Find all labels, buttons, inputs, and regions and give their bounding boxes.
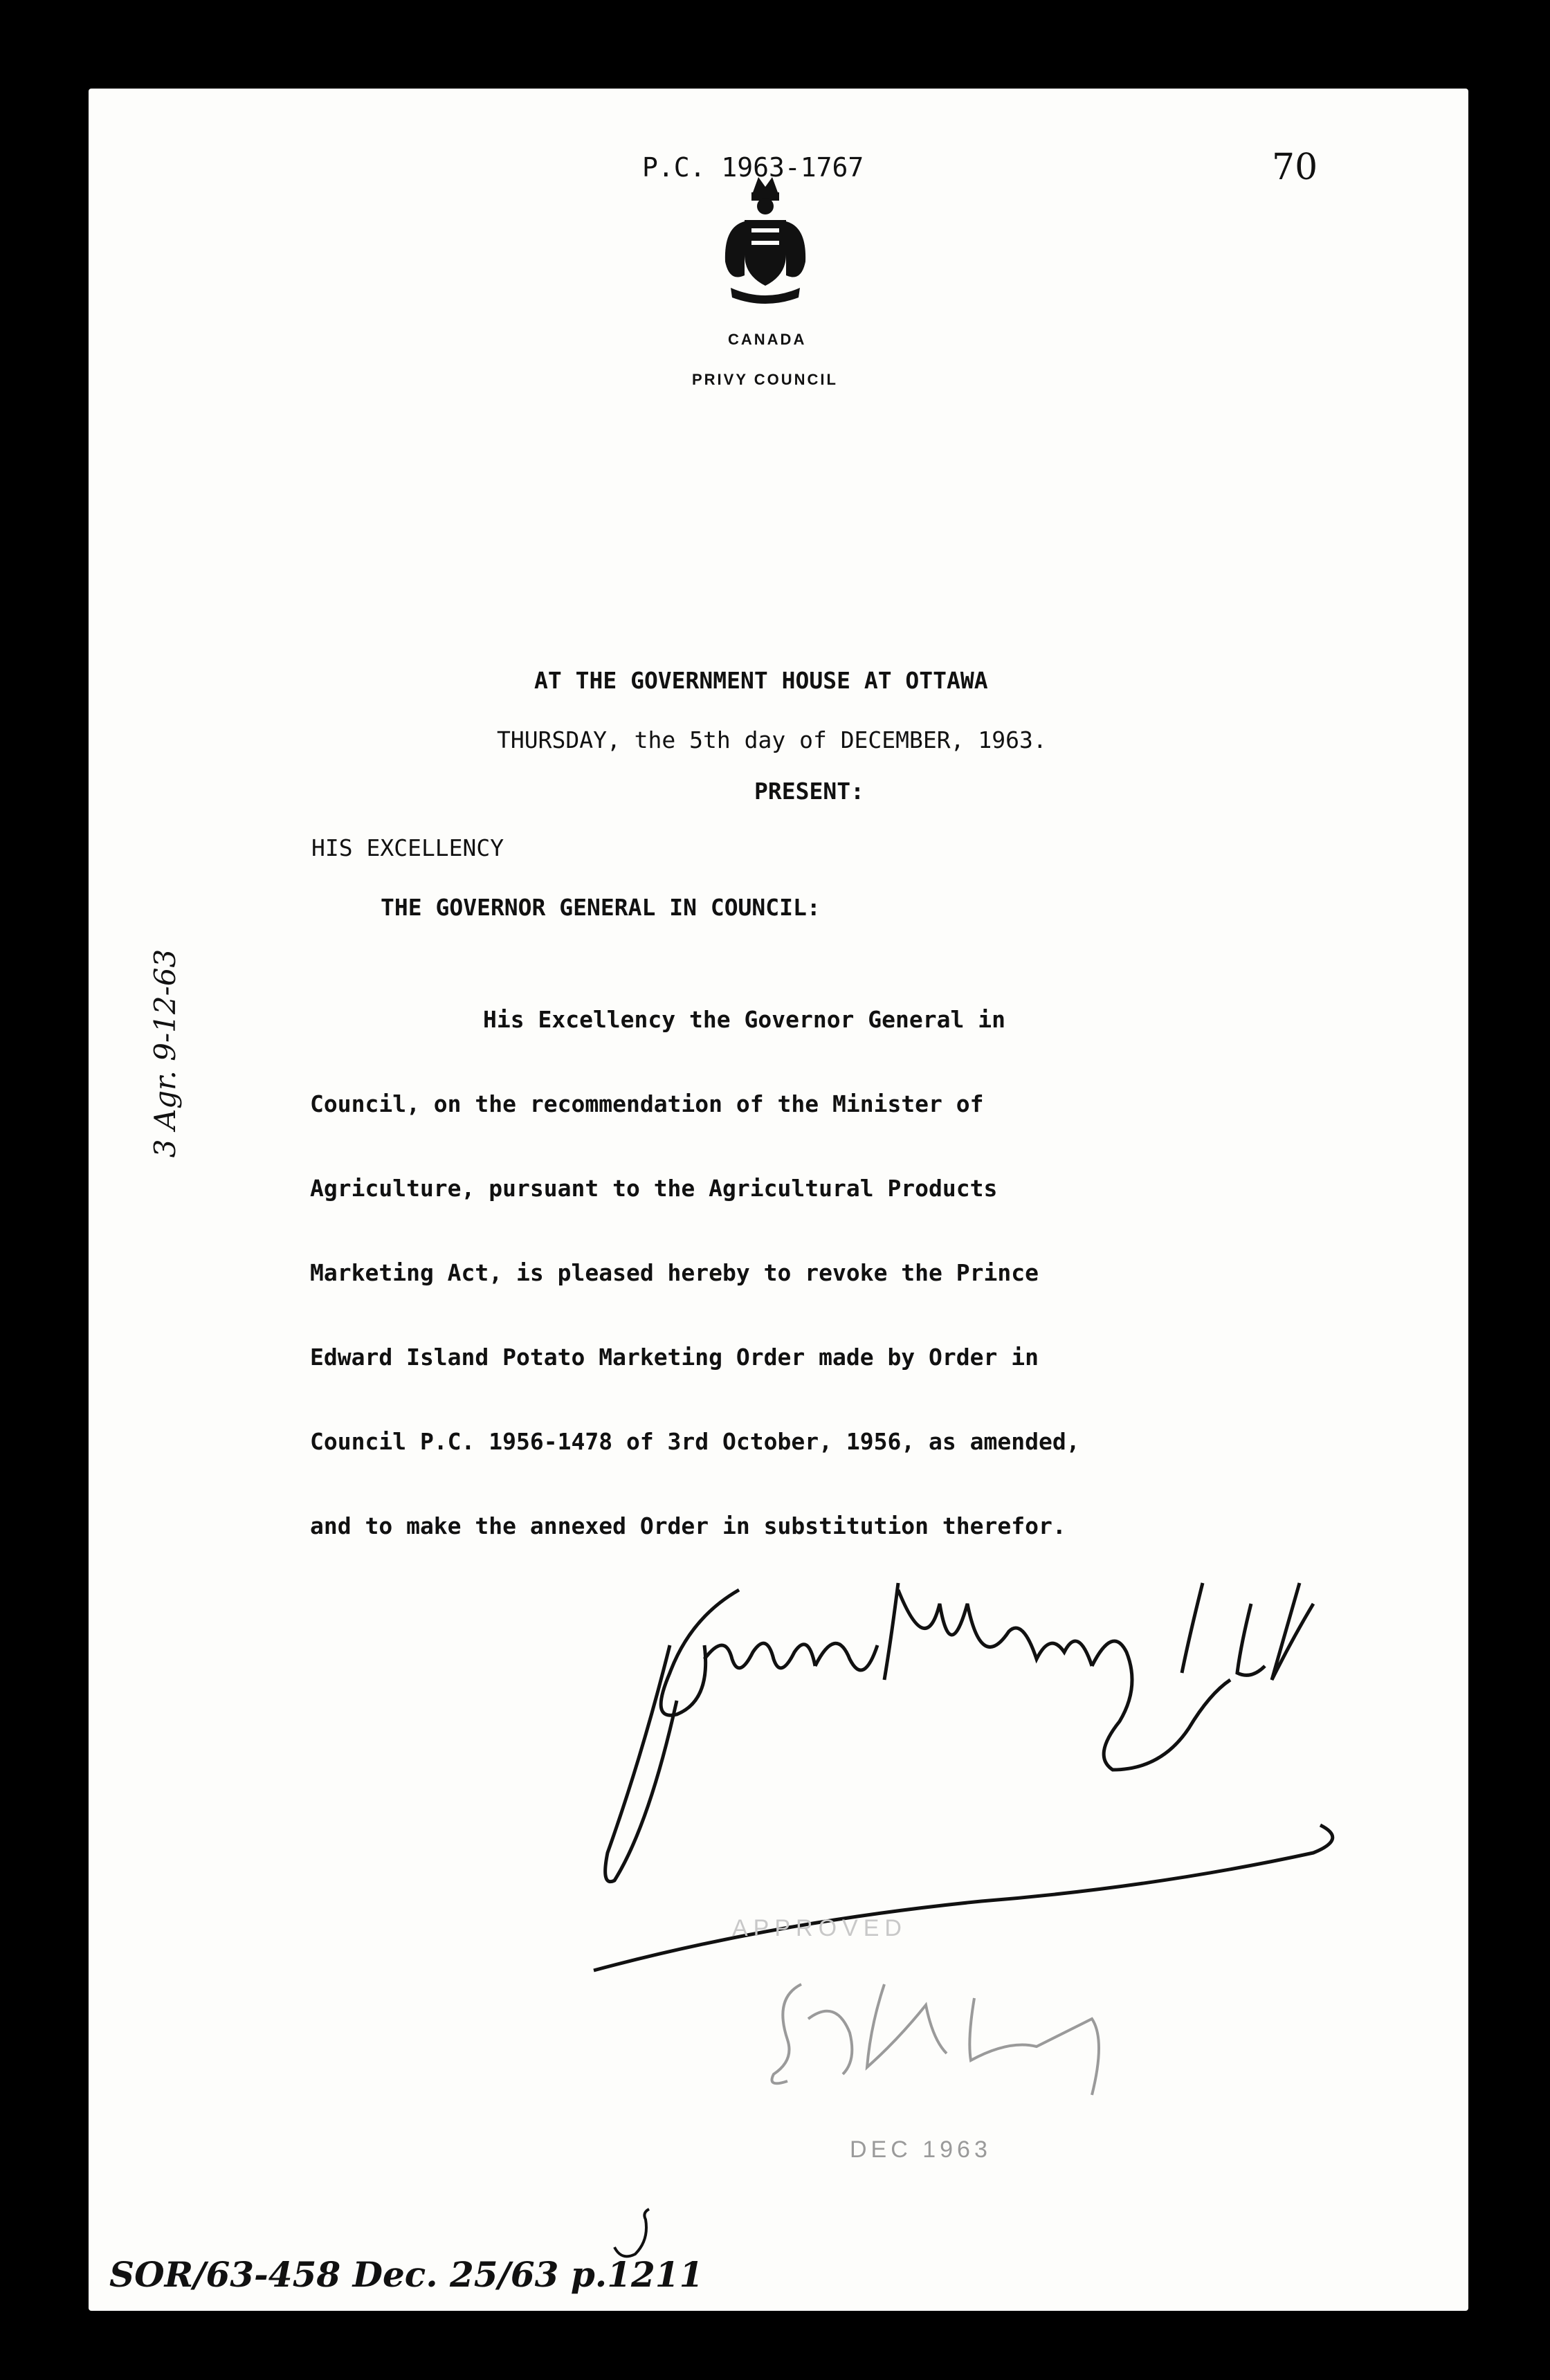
governor-general-signature xyxy=(746,1957,1133,2109)
date-line: THURSDAY, the 5th day of DECEMBER, 1963. xyxy=(497,726,1047,753)
footer-reference-note: SOR/63-458 Dec. 25/63 p.1211 xyxy=(109,2254,704,2295)
body-line-2: Council, on the recommendation of the Minister of xyxy=(310,1090,984,1117)
body-line-3: Agriculture, pursuant to the Agricultural Products xyxy=(310,1175,998,1202)
body-line-7: and to make the annexed Order in substitution therefor. xyxy=(310,1512,1066,1539)
document-page xyxy=(89,89,1468,2311)
canada-coat-of-arms-emblem xyxy=(717,172,814,310)
privy-council-label: PRIVY COUNCIL xyxy=(692,371,838,388)
body-line-1: His Excellency the Governor General in xyxy=(483,1006,1005,1033)
clerk-signature xyxy=(566,1562,1362,2005)
body-line-6: Council P.C. 1956-1478 of 3rd October, 1956, as amended, xyxy=(310,1428,1080,1455)
body-line-5: Edward Island Potato Marketing Order made by Order in xyxy=(310,1344,1039,1371)
order-number: P.C. 1963-1767 xyxy=(642,152,864,183)
country-label: CANADA xyxy=(728,331,807,348)
approved-stamp-label: APPROVED xyxy=(732,1915,907,1941)
approved-stamp-date: DEC 1963 xyxy=(850,2136,992,2163)
present-label: PRESENT: xyxy=(754,778,864,805)
addressee-line-2: THE GOVERNOR GENERAL IN COUNCIL: xyxy=(381,894,821,921)
location-line: AT THE GOVERNMENT HOUSE AT OTTAWA xyxy=(534,667,988,694)
margin-note: 3 Agr. 9-12-63 xyxy=(148,949,183,1158)
page-number: 70 xyxy=(1272,147,1318,188)
addressee-line-1: HIS EXCELLENCY xyxy=(311,834,504,861)
body-line-4: Marketing Act, is pleased hereby to revoke the Prince xyxy=(310,1259,1039,1286)
check-mark-icon xyxy=(608,2206,663,2268)
